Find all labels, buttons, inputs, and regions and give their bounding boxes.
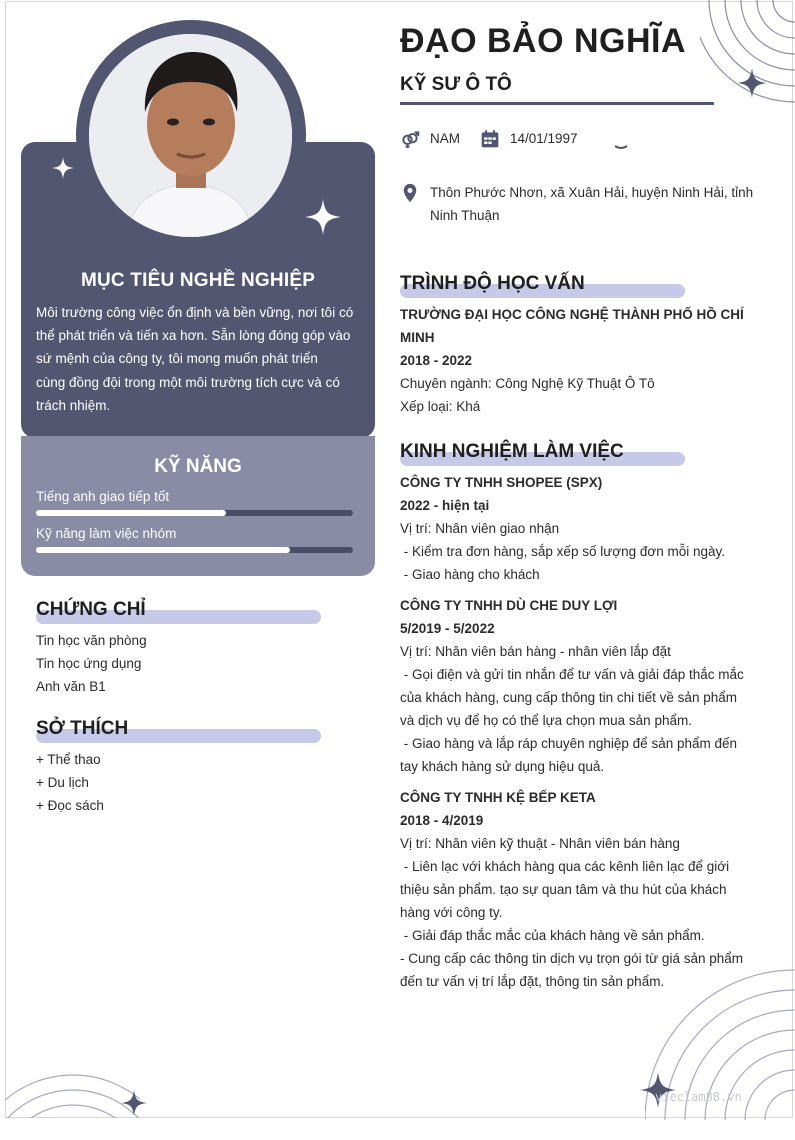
experience-title: KINH NGHIỆM LÀM VIỆC	[400, 441, 624, 462]
skill-label: Kỹ năng làm việc nhóm	[36, 526, 177, 541]
full-name: ĐẠO BẢO NGHĨA	[400, 22, 687, 60]
job-duty-line: - Kiểm tra đơn hàng, sắp xếp số lượng đơn mỗi ngày.	[400, 544, 726, 559]
job-period: 2022 - hiện tại	[400, 498, 490, 513]
school-name-cont: MINH	[400, 330, 435, 345]
company-name: CÔNG TY TNHH KỆ BẾP KETA	[400, 790, 596, 805]
deco-sparkle-bottom-left	[121, 1090, 147, 1116]
certificate-item: Tin học ứng dụng	[36, 656, 142, 671]
objective-line: thể phát triển và tiến xa hơn. Sẵn lòng đóng góp vào	[36, 328, 351, 344]
education-major: Chuyên ngành: Công Nghệ Kỹ Thuật Ô Tô	[400, 376, 655, 391]
skill-bar	[36, 510, 353, 516]
certificate-item: Anh văn B1	[36, 679, 106, 694]
objective-line: Môi trường công việc ổn định và bền vững, nơi tôi có	[36, 305, 354, 320]
hobby-item: + Thể thao	[36, 752, 101, 767]
deco-sparkle-top-right	[737, 68, 767, 98]
gender-icon	[400, 129, 420, 149]
address-line: Ninh Thuận	[430, 208, 500, 223]
objective-line: cùng đồng đội trong một môi trường tích cực và có	[36, 374, 340, 390]
title-rule	[400, 102, 714, 105]
dropdown-mark-icon	[614, 145, 628, 151]
job-block	[400, 786, 763, 993]
address-line: Thôn Phước Nhơn, xã Xuân Hải, huyện Ninh Hải, tỉnh	[430, 185, 754, 200]
sparkle-left-large	[305, 199, 341, 235]
hobby-item: + Đọc sách	[36, 798, 104, 813]
skills-title: KỸ NĂNG	[154, 456, 242, 477]
education-title: TRÌNH ĐỘ HỌC VẤN	[400, 273, 585, 294]
birthdate-text: 14/01/1997	[510, 131, 578, 146]
job-duty-line: - Cung cấp các thông tin dịch vụ trọn gói từ giá sản phẩm	[400, 951, 743, 966]
profile-photo	[89, 34, 292, 237]
location-pin-icon	[400, 183, 420, 203]
job-duty-line: - Giải đáp thắc mắc của khách hàng về sản phẩm.	[400, 928, 705, 943]
job-position: Vị trí: Nhân viên giao nhận	[400, 521, 560, 536]
job-duty-line: và dịch vụ để họ có thể lựa chọn mua sản phẩm.	[400, 713, 692, 728]
sparkle-left-small	[52, 157, 74, 179]
objective-text	[36, 301, 360, 417]
education-grade: Xếp loại: Khá	[400, 399, 481, 414]
skill-bar-fill	[36, 510, 226, 516]
company-name: CÔNG TY TNHH SHOPEE (SPX)	[400, 475, 603, 490]
skill-bar	[36, 547, 353, 553]
watermark: vieclam88.vn	[655, 1090, 742, 1104]
job-position: Vị trí: Nhân viên kỹ thuật - Nhân viên bán hàng	[400, 836, 680, 851]
calendar-icon	[480, 129, 500, 149]
job-duty-line: - Giao hàng cho khách	[400, 567, 540, 582]
skill-label: Tiếng anh giao tiếp tốt	[36, 489, 170, 504]
objective-line: trách nhiệm.	[36, 397, 111, 413]
job-duty-line: - Gọi điện và gửi tin nhắn để tư vấn và giải đáp thắc mắc	[400, 667, 744, 682]
objective-line: sứ mệnh của công ty, tôi mong muốn phát triển	[36, 351, 318, 367]
job-duty-line: - Giao hàng và lắp ráp chuyên nghiệp để sản phẩm đến	[400, 736, 738, 751]
job-duty-line: tay khách hàng sử dụng hiệu quả.	[400, 759, 605, 774]
job-block	[400, 471, 763, 586]
job-period: 5/2019 - 5/2022	[400, 621, 495, 636]
certificates-title: CHỨNG CHỈ	[36, 599, 146, 620]
gender-text: NAM	[430, 131, 460, 146]
job-duty-line: - Liên lạc với khách hàng qua các kênh liên lạc để giới	[400, 859, 730, 874]
job-duty-line: của khách hàng, cung cấp thông tin chi tiết về sản phẩm	[400, 690, 737, 705]
job-period: 2018 - 4/2019	[400, 813, 484, 828]
school-name: TRƯỜNG ĐẠI HỌC CÔNG NGHỆ THÀNH PHỐ HỒ CHÍ	[400, 307, 744, 322]
objective-title: MỤC TIÊU NGHỀ NGHIỆP	[80, 270, 316, 291]
hobby-item: + Du lịch	[36, 775, 89, 790]
education-period: 2018 - 2022	[400, 353, 473, 368]
certificate-item: Tin học văn phòng	[36, 633, 147, 648]
company-name: CÔNG TY TNHH DÙ CHE DUY LỢI	[400, 598, 618, 613]
job-block	[400, 594, 763, 778]
skill-bar-fill	[36, 547, 290, 553]
job-duty-line: thiệu sản phẩm. tạo sự quan tâm và thu hút của khách	[400, 882, 727, 897]
education-block	[400, 303, 763, 418]
hobbies-title: SỞ THÍCH	[36, 718, 129, 739]
deco-arcs-bottom-left	[5, 1065, 140, 1118]
job-position: Vị trí: Nhân viên bán hàng - nhân viên lắp đặt	[400, 644, 671, 659]
job-title: KỸ SƯ Ô TÔ	[400, 74, 512, 95]
job-duty-line: hàng với công ty.	[400, 905, 503, 920]
job-duty-line: đến tư vấn vị trí lắp đặt, thông tin sản phẩm.	[400, 974, 665, 989]
